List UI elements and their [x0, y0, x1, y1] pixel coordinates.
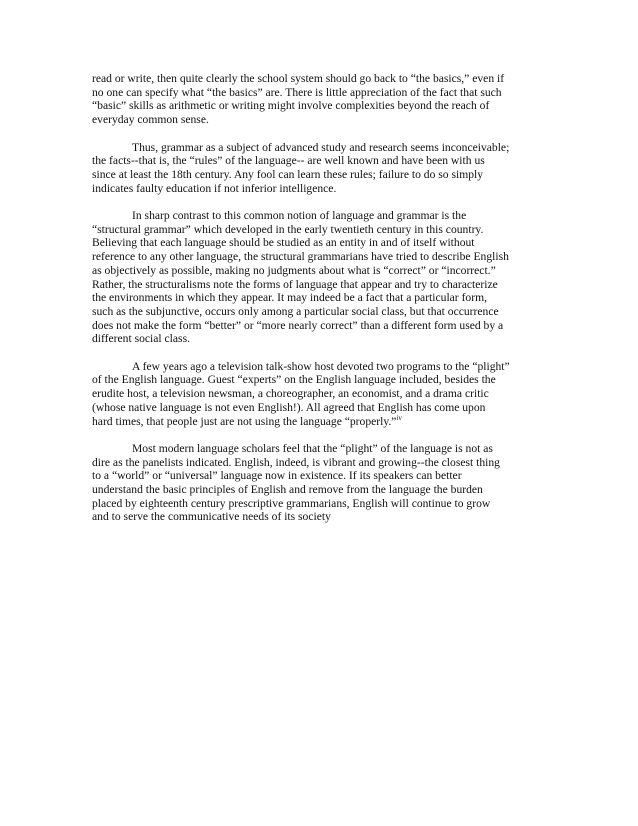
text-line: In sharp contrast to this common notion of language and grammar is the	[132, 209, 467, 222]
text-line: placed by eighteenth century prescriptive grammarians, English will continue to grow	[92, 496, 491, 510]
text-line: dire as the panelists indicated. English, indeed, is vibrant and growing--the closest thing	[92, 455, 500, 469]
text-line: “structural grammar” which developed in the early twentieth century in this country.	[92, 222, 484, 236]
paragraph-5	[92, 442, 544, 524]
text-line: to a “world” or “universal” language now in existence. If its speakers can better	[92, 469, 462, 483]
text-line: and to serve the communicative needs of its society	[92, 510, 331, 524]
text-line: Most modern language scholars feel that the “plight” of the language is not as	[132, 441, 493, 455]
text-line: understand the basic principles of English and remove from the language the burden	[92, 483, 483, 497]
text-line: different social class.	[92, 332, 190, 346]
text-line-with-footnote	[92, 415, 544, 429]
paragraph-3	[92, 209, 544, 346]
text-line: A few years ago a television talk-show host devoted two programs to the “plight”	[132, 359, 510, 373]
document-body	[92, 72, 544, 538]
text-line: the environments in which they appear. It may indeed be a fact that a particular form,	[92, 291, 488, 305]
paragraph-4	[92, 360, 544, 429]
text-line: does not make the form “better” or “more nearly correct” than a different form used by a	[92, 318, 504, 332]
paragraph-2	[92, 141, 544, 196]
text-line: erudite host, a television newsman, a choreographer, an economist, and a drama critic	[92, 387, 489, 401]
text-line: (whose native language is not even English!). All agreed that English has come upon	[92, 400, 486, 414]
text-line: of the English language. Guest “experts” on the English language included, besides the	[92, 373, 496, 387]
paragraph-1	[92, 72, 544, 127]
text-line: read or write, then quite clearly the school system should go back to “the basics,” even if	[92, 72, 505, 85]
text-line: the facts--that is, the “rules” of the language-- are well known and have been with us	[92, 154, 485, 168]
text-line: everyday common sense.	[92, 113, 209, 127]
footnote-reference[interactable]: iv	[396, 413, 402, 422]
text-line: Rather, the structuralisms note the forms of language that appear and try to characterize	[92, 277, 498, 291]
text-line: as objectively as possible, making no judgments about what is “correct” or “incorrect.”	[92, 263, 496, 277]
text-line: “basic” skills as arithmetic or writing might involve complexities beyond the reach of	[92, 99, 490, 113]
text-line: since at least the 18th century. Any fool can learn these rules; failure to do so simply	[92, 167, 484, 181]
text-line: reference to any other language, the structural grammarians have tried to describe English	[92, 250, 509, 264]
text-line: Thus, grammar as a subject of advanced study and research seems inconceivable;	[132, 140, 510, 154]
text-line: such as the subjunctive, occurs only among a particular social class, but that occurrence	[92, 304, 499, 318]
text-line: no one can specify what “the basics” are. There is little appreciation of the fact that such	[92, 85, 502, 99]
text-line: indicates faulty education if not inferior intelligence.	[92, 181, 337, 195]
text-line: hard times, that people just are not using the language “properly.”	[92, 414, 397, 428]
text-line: Believing that each language should be studied as an entity in and of itself without	[92, 236, 475, 250]
